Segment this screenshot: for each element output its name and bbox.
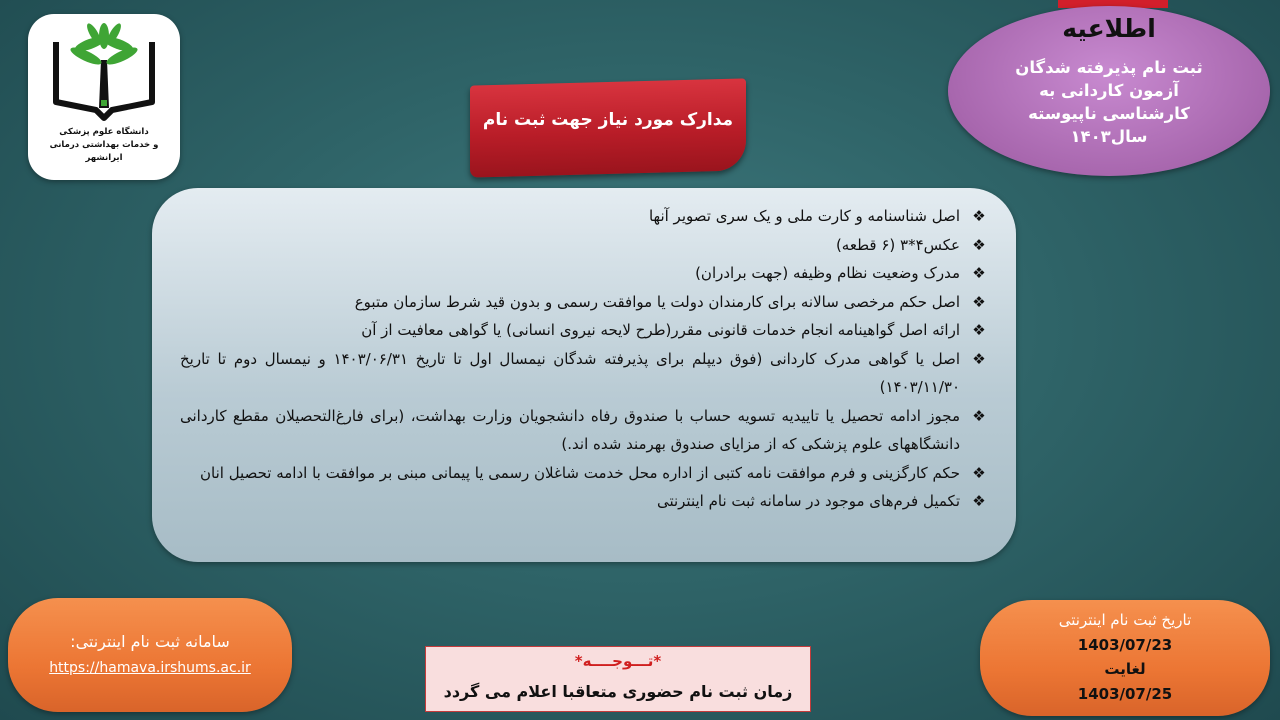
diamond-bullet-icon: ❖ xyxy=(972,349,986,368)
notice-line2: آزمون کاردانی به xyxy=(1039,81,1179,100)
notice-title: اطلاعیه xyxy=(1062,14,1156,43)
documents-list xyxy=(180,202,990,516)
registration-system-title: سامانه ثبت نام اینترنتی: xyxy=(70,632,230,651)
registration-start-date: 1403/07/23 xyxy=(1077,635,1173,654)
registration-system-pill xyxy=(8,598,292,712)
registration-dates-title: تاریخ ثبت نام اینترنتی xyxy=(1058,611,1192,629)
list-item xyxy=(180,288,990,317)
notice-line3: کارشناسی ناپیوسته xyxy=(1028,104,1190,123)
list-item-text: اصل حکم مرخصی سالانه برای کارمندان دولت یا موافقت رسمی و بدون قید شرط سازمان متبوع xyxy=(354,292,960,311)
list-item-text: ارائه اصل گواهینامه انجام خدمات قانونی مقرر(طرح لایحه نیروی انسانی) یا گواهی معافیت از آن xyxy=(361,321,960,339)
list-item-text: تکمیل فرم‌های موجود در سامانه ثبت نام اینترنتی xyxy=(656,492,960,510)
attention-title: *تـــوجــــه* xyxy=(574,652,662,670)
diamond-bullet-icon: ❖ xyxy=(972,463,986,482)
registration-system-link[interactable]: https://hamava.irshums.ac.ir xyxy=(49,660,251,676)
list-item-text: اصل یا گواهی مدرک کاردانی (فوق دیپلم برای پذیرفته شدگان نیمسال اول تا تاریخ ۱۴۰۳/۰۶/۳۱ و نیمسال دوم تا تاریخ ۱۴۰۳/۱۱/۳۰) xyxy=(180,349,961,396)
list-item xyxy=(180,345,990,402)
diamond-bullet-icon: ❖ xyxy=(972,406,986,425)
diamond-bullet-icon: ❖ xyxy=(972,264,986,282)
list-item-text: عکس۴*۳ (۶ قطعه) xyxy=(835,235,960,254)
university-name-line3: ایرانشهر xyxy=(85,153,123,163)
notice-body xyxy=(948,56,1270,148)
list-item xyxy=(180,402,990,459)
list-item-text: مدرک وضعیت نظام وظیفه (جهت برادران) xyxy=(695,264,960,282)
university-logo xyxy=(28,14,180,180)
list-item xyxy=(180,487,990,516)
palm-book-emblem-icon xyxy=(50,22,158,124)
university-name xyxy=(34,126,174,165)
list-item-text: مجوز ادامه تحصیل یا تاییدیه تسویه حساب با صندوق رفاه دانشجویان وزارت بهداشت، (برای فارغ‌التحصیلان مقطع کاردانی دانشگاههای علوم پزشکی که از مزایای صندوق بهرمند شده اند.) xyxy=(180,406,960,453)
list-item xyxy=(180,202,990,231)
notice-line1: ثبت نام پذیرفته شدگان xyxy=(1015,58,1203,77)
registration-until-label: لغایت xyxy=(1104,660,1146,678)
registration-dates xyxy=(980,608,1270,706)
attention-body: زمان ثبت نام حضوری متعاقبا اعلام می گردد xyxy=(443,682,793,701)
list-item-text: اصل شناسنامه و کارت ملی و یک سری تصویر آنها xyxy=(648,207,960,225)
university-name-line2: و خدمات بهداشتی درمانی xyxy=(49,140,159,150)
list-item-text: حکم کارگزینی و فرم موافقت نامه کتبی از اداره محل خدمت شاغلان رسمی یا پیمانی مبنی بر موافقت با ادامه تحصیل انان xyxy=(200,463,960,482)
diamond-bullet-icon: ❖ xyxy=(972,207,986,225)
section-ribbon-label: مدارک مورد نیاز جهت ثبت نام xyxy=(482,110,734,130)
university-name-line1: دانشگاه علوم پزشکی xyxy=(59,127,149,137)
diamond-bullet-icon: ❖ xyxy=(972,235,986,254)
notice-ellipse xyxy=(948,6,1270,176)
list-item xyxy=(180,459,990,488)
list-item xyxy=(180,231,990,260)
list-item xyxy=(180,259,990,288)
list-item xyxy=(180,316,990,345)
diamond-bullet-icon: ❖ xyxy=(972,292,986,311)
registration-end-date: 1403/07/25 xyxy=(1077,684,1173,703)
diamond-bullet-icon: ❖ xyxy=(972,321,986,339)
notice-line4: سال۱۴۰۳ xyxy=(1070,127,1148,146)
diamond-bullet-icon: ❖ xyxy=(972,492,986,510)
